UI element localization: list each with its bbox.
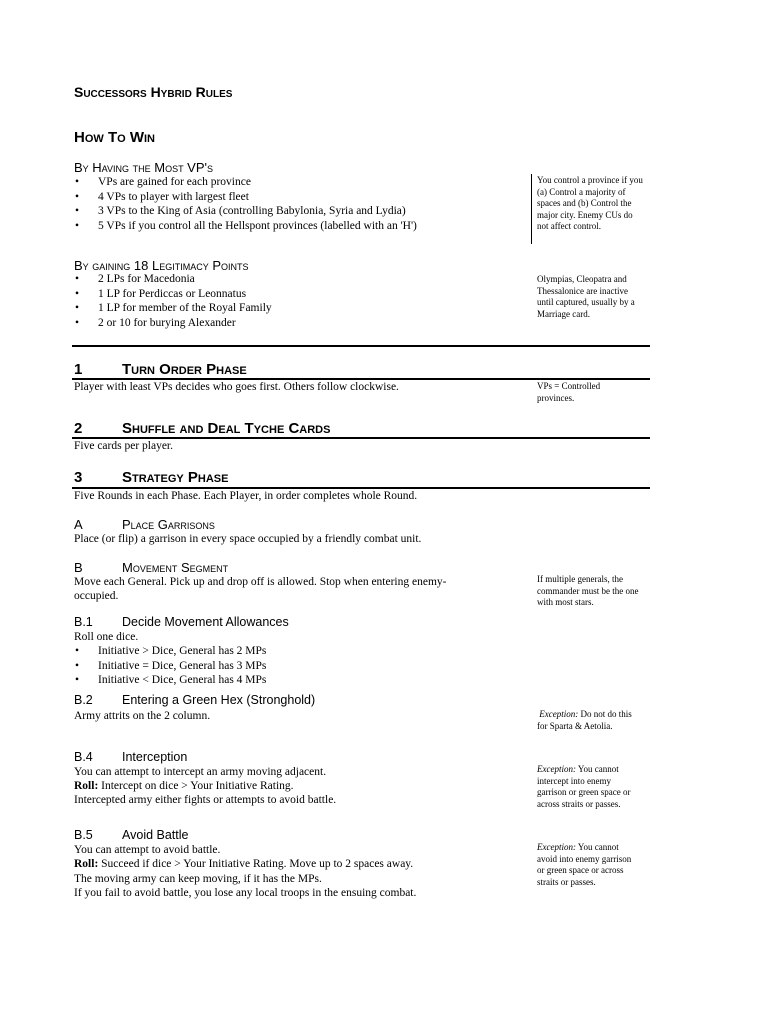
b4-roll-line: Roll: Intercept on dice > Your Initiative Rating. [74,780,294,792]
control-province-note: You control a province if you (a) Control a majority of spaces and (b) Control the major city. Enemy CUs do not affect control. [537,175,643,231]
subsection-b-text: Move each General. Pick up and drop off is allowed. Stop when entering enemy- [74,576,447,588]
interception-exception-note: Exception: You cannot intercept into enemy garrison or green space or across straits or passes. [537,764,631,809]
document-title: Successors Hybrid Rules [74,84,233,100]
list-item: • Initiative < Dice, General has 4 MPs [75,674,267,686]
b4-line-1: You can attempt to intercept an army moving adjacent. [74,766,327,778]
list-item: • 5 VPs if you control all the Hellspont provinces (labelled with an 'H') [75,219,417,232]
list-item: • 1 LP for member of the Royal Family [75,302,272,314]
section-3-heading: 3 Strategy Phase [74,469,229,486]
list-item: • Initiative > Dice, General has 2 MPs [75,645,267,657]
generals-note: If multiple generals, the commander must be the one with most stars. [537,574,639,607]
section-1-heading: 1 Turn Order Phase [74,361,247,378]
section-3-text: Five Rounds in each Phase. Each Player, in order completes whole Round. [74,490,418,502]
list-item: • 3 VPs to the King of Asia (controlling Babylonia, Syria and Lydia) [75,205,406,217]
list-item: • 1 LP for Perdiccas or Leonnatus [75,287,247,300]
how-to-win-heading: How To Win [74,129,155,146]
subsection-b-text-cont: occupied. [74,590,119,602]
section-2-text: Five cards per player. [74,440,173,452]
avoid-battle-exception-note: Exception: You cannot avoid into enemy garrison or green space or across straits or passes. [537,842,632,887]
b2-text: Army attrits on the 2 column. [74,710,211,722]
by-vp-heading: By Having the Most VP's [74,160,214,175]
list-item: • Initiative = Dice, General has 3 MPs [75,659,267,672]
sparta-exception-note: Exception: Do not do this for Sparta & Aetolia. [537,709,632,731]
list-item: • VPs are gained for each province [75,176,251,188]
b1-heading: B.1 Decide Movement Allowances [74,615,289,629]
lp-list [74,272,272,330]
b5-line-4: If you fail to avoid battle, you lose any local troops in the ensuing combat. [74,887,417,899]
subsection-b-heading: B Movement Segment [74,560,229,575]
b5-heading: B.5 Avoid Battle [74,828,189,842]
b5-line-1: You can attempt to avoid battle. [74,844,221,856]
vp-list [74,175,417,233]
b4-line-3: Intercepted army either fights or attempts to avoid battle. [74,794,337,806]
section-divider [72,345,650,347]
b2-heading: B.2 Entering a Green Hex (Stronghold) [74,693,316,707]
section-1-text: Player with least VPs decides who goes first. Others follow clockwise. [74,381,399,393]
list-item: • 2 LPs for Macedonia [75,273,195,285]
list-item: • 2 or 10 for burying Alexander [75,316,236,329]
section-2-heading: 2 Shuffle and Deal Tyche Cards [74,420,331,437]
subsection-a-text: Place (or flip) a garrison in every space occupied by a friendly combat unit. [74,533,422,545]
initiative-list [74,644,266,688]
subsection-a-heading: A Place Garrisons [74,517,215,532]
margin-note-bar [531,174,532,244]
vps-note: VPs = Controlled provinces. [537,381,601,403]
b5-line-3: The moving army can keep moving, if it has the MPs. [74,873,322,885]
by-lp-heading: By gaining 18 Legitimacy Points [74,258,249,273]
b5-roll-line: Roll: Succeed if dice > Your Initiative Rating. Move up to 2 spaces away. [74,858,414,870]
royal-family-note: Olympias, Cleopatra and Thessalonice are inactive until captured, usually by a Marriage card. [537,274,635,319]
b1-text: Roll one dice. [74,631,139,643]
b4-heading: B.4 Interception [74,750,188,764]
list-item: • 4 VPs to player with largest fleet [75,190,249,203]
